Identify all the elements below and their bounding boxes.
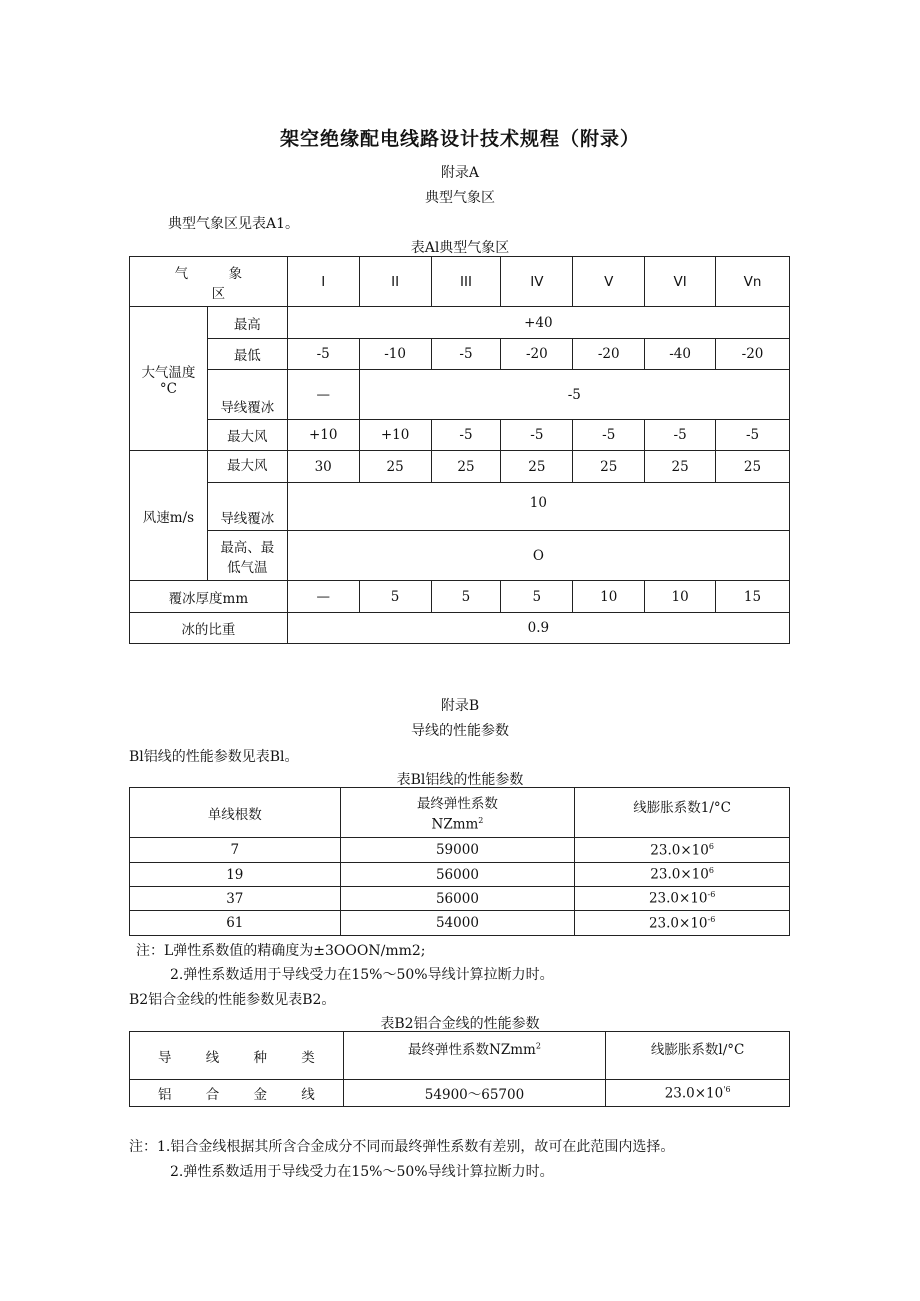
appendix-a-heading: 附录A xyxy=(440,165,480,181)
cell: -5 xyxy=(431,339,501,370)
document-title: 架空绝缘配电线路设计技术规程（附录） xyxy=(279,128,640,150)
b2-header-type xyxy=(130,1032,344,1080)
cell: 56000 xyxy=(340,887,575,911)
zone-col: V xyxy=(573,257,645,307)
cell: 37 xyxy=(130,887,341,911)
cell xyxy=(575,838,790,863)
cell: 54000 xyxy=(340,911,575,936)
b2-row-char: 铝 xyxy=(158,1087,172,1103)
b2-header-coef: 线膨胀系数l∕°C xyxy=(606,1032,790,1080)
coef-exp: -6 xyxy=(707,914,716,924)
b1-header-modulus-unit: NZmm xyxy=(431,816,479,833)
zone-header-label xyxy=(130,257,288,307)
zone-header-line1: 气 象 xyxy=(174,265,243,282)
coef-exp: 6 xyxy=(708,866,714,876)
coef-base: 23.0×10 xyxy=(664,1085,724,1102)
table-b1 xyxy=(129,787,790,936)
cell: 25 xyxy=(501,451,573,483)
cell: 59000 xyxy=(340,838,575,863)
cell: -20 xyxy=(573,339,645,370)
appendix-b1-intro: Bl铝线的性能参数见表Bl。 xyxy=(129,749,299,765)
cell: 25 xyxy=(645,451,716,483)
b1-header-modulus-sup: 2 xyxy=(478,816,484,826)
cell: -5 xyxy=(645,420,716,451)
appendix-b-subheading: 导线的性能参数 xyxy=(411,723,509,739)
coef-exp: 6 xyxy=(708,841,714,851)
b1-header-modulus-line1: 最终弹性系数 xyxy=(416,796,498,813)
b1-header-coef: 线膨胀系数1/°C xyxy=(575,788,790,838)
cell: 5 xyxy=(431,581,501,613)
zone-col: Vn xyxy=(716,257,790,307)
coef-base: 23.0×10 xyxy=(648,890,708,907)
row-label: 最大风 xyxy=(207,420,287,451)
cell: +40 xyxy=(287,307,789,339)
temp-unit-text: °C xyxy=(159,380,177,397)
row-label: 覆冰厚度mm xyxy=(130,581,288,613)
note-b1-1: 注：L弹性系数值的精确度为±3OOON∕mm2; xyxy=(136,943,426,959)
table-row xyxy=(130,863,790,887)
table-a1-caption: 表Al典型气象区 xyxy=(410,240,510,256)
cell: 25 xyxy=(431,451,501,483)
temp-group-text: 大气温度 xyxy=(141,364,196,381)
cell: -20 xyxy=(716,339,790,370)
table-row xyxy=(130,838,790,863)
appendix-b-heading: 附录B xyxy=(440,698,480,714)
coef-exp: -6 xyxy=(707,890,716,900)
cell: -5 xyxy=(431,420,501,451)
row-label: 导线覆冰 xyxy=(207,483,287,531)
b2-row-char: 金 xyxy=(253,1087,267,1103)
note-b2-1: 注：1.铝合金线根据其所含合金成分不同而最终弹性系数有差别，故可在此范围内选择。 xyxy=(129,1139,675,1155)
b2-row-char: 合 xyxy=(205,1087,220,1103)
b2-header-char: 线 xyxy=(205,1049,220,1066)
row-label: 最大风 xyxy=(207,451,287,483)
zone-header-line2: 区 xyxy=(211,285,226,302)
row-label-temp xyxy=(207,531,287,581)
cell: O xyxy=(287,531,789,581)
cell xyxy=(575,911,790,936)
cell: -10 xyxy=(359,339,431,370)
appendix-a-subheading: 典型气象区 xyxy=(425,190,495,206)
cell: — xyxy=(287,581,359,613)
coef-base: 23.0×10 xyxy=(650,866,709,883)
cell: +10 xyxy=(359,420,431,451)
b2-header-modulus-sup: 2 xyxy=(535,1041,541,1051)
zone-col: III xyxy=(431,257,501,307)
cell: 54900～65700 xyxy=(343,1080,606,1107)
row-label-line2: 低气温 xyxy=(227,559,268,576)
cell: -20 xyxy=(501,339,573,370)
cell: 15 xyxy=(716,581,790,613)
cell: — xyxy=(287,370,359,420)
zone-col: II xyxy=(359,257,431,307)
cell: -5 xyxy=(287,339,359,370)
zone-col: IV xyxy=(501,257,573,307)
coef-base: 23.0×10 xyxy=(648,915,708,932)
row-label-line1: 最高、最 xyxy=(220,539,275,556)
cell: -40 xyxy=(645,339,716,370)
zone-col: VI xyxy=(645,257,716,307)
b1-header-modulus xyxy=(340,788,575,838)
temp-group-label xyxy=(130,307,208,451)
b2-header-char: 类 xyxy=(301,1049,315,1066)
cell: 25 xyxy=(359,451,431,483)
cell: 61 xyxy=(130,911,341,936)
cell xyxy=(575,887,790,911)
cell: 7 xyxy=(130,838,341,863)
b1-header-count: 单线根数 xyxy=(130,788,341,838)
b2-header-modulus-text: 最终弹性系数NZmm xyxy=(408,1042,536,1058)
cell: 56000 xyxy=(340,863,575,887)
table-row xyxy=(130,1080,790,1107)
row-label: 最高 xyxy=(207,307,287,339)
table-row xyxy=(130,887,790,911)
row-label: 最低 xyxy=(207,339,287,370)
cell xyxy=(606,1080,790,1107)
b2-header-char: 导 xyxy=(158,1049,172,1066)
appendix-b2-intro: B2铝合金线的性能参数见表B2。 xyxy=(129,992,336,1008)
cell: -5 xyxy=(501,420,573,451)
table-b2 xyxy=(129,1031,790,1107)
b2-row-char: 线 xyxy=(301,1087,315,1103)
cell: 10 xyxy=(287,483,789,531)
table-b1-caption: 表Bl铝线的性能参数 xyxy=(396,772,524,788)
table-row xyxy=(130,911,790,936)
appendix-a-intro: 典型气象区见表A1。 xyxy=(168,216,300,232)
cell: 5 xyxy=(359,581,431,613)
cell: 5 xyxy=(501,581,573,613)
cell: +10 xyxy=(287,420,359,451)
cell xyxy=(575,863,790,887)
row-label: 导线覆冰 xyxy=(207,370,287,420)
speed-group-label: 风速m/s xyxy=(130,451,208,581)
b2-header-char: 种 xyxy=(253,1049,267,1066)
cell: 0.9 xyxy=(287,613,789,644)
cell: 10 xyxy=(573,581,645,613)
zone-col: I xyxy=(287,257,359,307)
cell: -5 xyxy=(573,420,645,451)
cell: 25 xyxy=(573,451,645,483)
coef-exp: '6 xyxy=(723,1084,731,1094)
cell: 19 xyxy=(130,863,341,887)
coef-base: 23.0×10 xyxy=(650,842,709,859)
cell: 10 xyxy=(645,581,716,613)
cell: -5 xyxy=(359,370,789,420)
table-a1 xyxy=(129,256,790,644)
cell: -5 xyxy=(716,420,790,451)
cell: 30 xyxy=(287,451,359,483)
note-b2-2: 2.弹性系数适用于导线受力在15%～50%导线计算拉断力时。 xyxy=(170,1164,554,1180)
table-b2-caption: 表B2铝合金线的性能参数 xyxy=(380,1016,540,1032)
b2-row-type xyxy=(130,1080,344,1107)
b2-header-modulus xyxy=(343,1032,606,1080)
cell: 25 xyxy=(716,451,790,483)
row-label: 冰的比重 xyxy=(130,613,288,644)
note-b1-2: 2.弹性系数适用于导线受力在15%～50%导线计算拉断力时。 xyxy=(170,967,554,983)
